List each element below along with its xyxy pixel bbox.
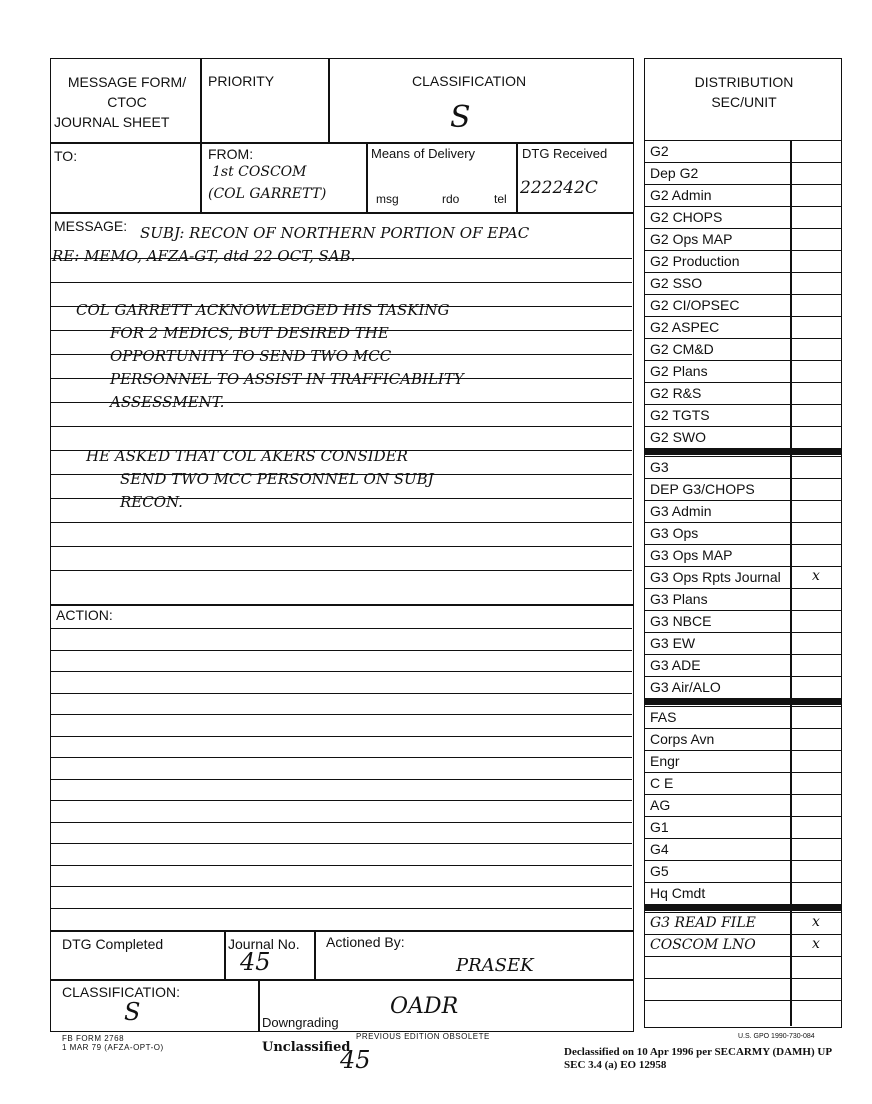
action-rule [50, 671, 632, 672]
distribution-rule [644, 676, 842, 677]
message-line: RE: MEMO, AFZA-GT, dtd 22 OCT, SAB. [52, 247, 356, 265]
distribution-rule [644, 860, 842, 861]
distribution-item: G3 ADE [650, 657, 701, 673]
distribution-rule [644, 728, 842, 729]
form-title-line2: CTOC [107, 94, 147, 110]
message-line: SUBJ: RECON OF NORTHERN PORTION OF EPAC [140, 224, 530, 242]
distribution-item: G3 Air/ALO [650, 679, 721, 695]
dtg-received-label: DTG Received [522, 146, 608, 161]
distribution-rule [644, 316, 842, 317]
form-title-line1: MESSAGE FORM/ [67, 74, 187, 90]
message-rule [50, 570, 632, 571]
distribution-rule [644, 184, 842, 185]
distribution-item: G2 R&S [650, 385, 702, 401]
distribution-item: G3 Plans [650, 591, 708, 607]
distribution-rule [644, 978, 842, 979]
message-line: RECON. [120, 493, 183, 511]
form-number-line2: 1 MAR 79 (AFZA-OPT-O) [62, 1043, 164, 1052]
distribution-rule [644, 816, 842, 817]
action-rule [50, 779, 632, 780]
distribution-group-divider [644, 904, 842, 911]
declassified-note [564, 1046, 832, 1072]
distribution-item: G2 CI/OPSEC [650, 297, 740, 313]
distribution-rule [644, 162, 842, 163]
journal-no-label: Journal No. [228, 936, 300, 952]
form-title [54, 72, 200, 132]
journal-no-value: 45 [240, 948, 271, 976]
action-label: ACTION: [56, 607, 113, 623]
dtg-received-value: 222242C [520, 178, 598, 198]
distribution-rule [644, 912, 842, 913]
distribution-rule [644, 566, 842, 567]
distribution-check-mark: x [812, 936, 820, 952]
distribution-item: G2 Admin [650, 187, 712, 203]
distribution-item: G3 READ FILE [650, 915, 756, 931]
downgrading-value: OADR [390, 994, 459, 1019]
bottom-classification-value: S [124, 998, 141, 1026]
distribution-item: G3 Ops [650, 525, 699, 541]
previous-edition: PREVIOUS EDITION OBSOLETE [356, 1032, 490, 1041]
action-rule [50, 822, 632, 823]
distribution-rule [644, 544, 842, 545]
distribution-rule [644, 706, 842, 707]
message-rule [50, 426, 632, 427]
unclassified-mark: Unclassified [262, 1040, 351, 1055]
distribution-rule [644, 272, 842, 273]
action-rule [50, 908, 632, 909]
distribution-rule [644, 228, 842, 229]
form-number-line1: FB FORM 2768 [62, 1034, 125, 1043]
distribution-rule [644, 404, 842, 405]
distribution-rule [644, 610, 842, 611]
downgrading-label: Downgrading [262, 1015, 339, 1030]
distribution-item: G3 Ops Rpts Journal [650, 569, 781, 585]
classification-value: S [450, 100, 471, 135]
distribution-item: G2 Plans [650, 363, 708, 379]
distribution-rule [644, 426, 842, 427]
distribution-rule [644, 632, 842, 633]
distribution-header-line1: DISTRIBUTION [694, 74, 794, 90]
distribution-item: FAS [650, 709, 677, 725]
distribution-item: G2 Production [650, 253, 740, 269]
distribution-item: G3 [650, 459, 669, 475]
distribution-rule [644, 140, 842, 141]
distribution-item: G3 Ops MAP [650, 547, 733, 563]
means-label: Means of Delivery [371, 146, 476, 161]
distribution-item: G2 ASPEC [650, 319, 720, 335]
to-label: TO: [54, 148, 78, 164]
action-rule [50, 693, 632, 694]
means-rdo: rdo [442, 192, 460, 206]
action-rule [50, 886, 632, 887]
form-title-line3: JOURNAL SHEET [54, 114, 170, 130]
message-line: PERSONNEL TO ASSIST IN TRAFFICABILITY [110, 370, 464, 388]
distribution-header-line2: SEC/UNIT [711, 94, 777, 110]
distribution-rule [644, 654, 842, 655]
declassified-line1: Declassified on 10 Apr 1996 per SECARMY (DAMH) UP [564, 1046, 833, 1058]
from-line1: 1st COSCOM [212, 164, 307, 180]
distribution-item: AG [650, 797, 671, 813]
distribution-item: G2 TGTS [650, 407, 710, 423]
distribution-item: DEP G3/CHOPS [650, 481, 755, 497]
distribution-item: COSCOM LNO [650, 937, 756, 953]
message-line: SEND TWO MCC PERSONNEL ON SUBJ [120, 470, 434, 488]
message-line: OPPORTUNITY TO SEND TWO MCC [110, 347, 392, 365]
page-number: 45 [340, 1046, 371, 1074]
message-line: ASSESSMENT. [110, 393, 225, 411]
bottom-classification-label: CLASSIFICATION: [62, 984, 180, 1000]
distribution-item: C E [650, 775, 674, 791]
distribution-item: G2 SSO [650, 275, 703, 291]
distribution-rule [644, 882, 842, 883]
message-line: FOR 2 MEDICS, BUT DESIRED THE [110, 324, 389, 342]
distribution-item: G2 SWO [650, 429, 707, 445]
distribution-item: G3 NBCE [650, 613, 712, 629]
distribution-group-divider [644, 448, 842, 455]
distribution-rule [644, 1000, 842, 1001]
message-rule [50, 282, 632, 283]
action-rule [50, 628, 632, 629]
distribution-check-mark: x [812, 914, 820, 930]
declassified-line2: SEC 3.4 (a) EO 12958 [564, 1059, 667, 1071]
distribution-rule [644, 750, 842, 751]
gpo-note: U.S. GPO 1990-730-084 [738, 1033, 815, 1040]
distribution-item: G3 Admin [650, 503, 712, 519]
distribution-item: Corps Avn [650, 731, 715, 747]
distribution-rule [644, 500, 842, 501]
distribution-rule [644, 250, 842, 251]
message-line: HE ASKED THAT COL AKERS CONSIDER [86, 447, 408, 465]
distribution-rule [644, 588, 842, 589]
distribution-header [646, 72, 842, 112]
action-rule [50, 757, 632, 758]
distribution-rule [644, 522, 842, 523]
distribution-rule [644, 478, 842, 479]
actioned-by-value: PRASEK [456, 955, 534, 976]
distribution-rule [644, 456, 842, 457]
action-rule [50, 800, 632, 801]
distribution-item: G2 CM&D [650, 341, 714, 357]
means-tel: tel [494, 192, 507, 206]
action-rule [50, 650, 632, 651]
distribution-rule [644, 206, 842, 207]
distribution-rule [644, 934, 842, 935]
distribution-item: Engr [650, 753, 680, 769]
actioned-by-label: Actioned By: [326, 934, 405, 950]
message-rule [50, 522, 632, 523]
action-rule [50, 736, 632, 737]
distribution-item: G3 EW [650, 635, 696, 651]
message-label: MESSAGE: [54, 218, 128, 234]
distribution-item: G4 [650, 841, 669, 857]
distribution-rule [644, 772, 842, 773]
priority-label: PRIORITY [208, 73, 275, 89]
distribution-rule [644, 838, 842, 839]
from-line2: (COL GARRETT) [208, 186, 327, 202]
from-label: FROM: [208, 146, 254, 162]
distribution-rule [644, 794, 842, 795]
distribution-item: Hq Cmdt [650, 885, 706, 901]
distribution-rule [644, 294, 842, 295]
distribution-group-divider [644, 698, 842, 705]
distribution-rule [644, 360, 842, 361]
distribution-item: G2 [650, 143, 669, 159]
message-rule [50, 546, 632, 547]
action-rule [50, 843, 632, 844]
distribution-rule [644, 956, 842, 957]
distribution-item: G5 [650, 863, 669, 879]
means-msg: msg [376, 192, 399, 206]
distribution-rule [644, 382, 842, 383]
action-rule [50, 865, 632, 866]
distribution-item: G2 CHOPS [650, 209, 723, 225]
distribution-rule [644, 338, 842, 339]
distribution-item: Dep G2 [650, 165, 699, 181]
action-rule [50, 714, 632, 715]
distribution-check-mark: x [812, 568, 820, 584]
classification-label: CLASSIFICATION [412, 73, 527, 89]
distribution-item: G2 Ops MAP [650, 231, 733, 247]
distribution-item: G1 [650, 819, 669, 835]
message-line: COL GARRETT ACKNOWLEDGED HIS TASKING [76, 301, 450, 319]
form-number [62, 1034, 164, 1052]
dtg-completed-label: DTG Completed [62, 936, 164, 952]
